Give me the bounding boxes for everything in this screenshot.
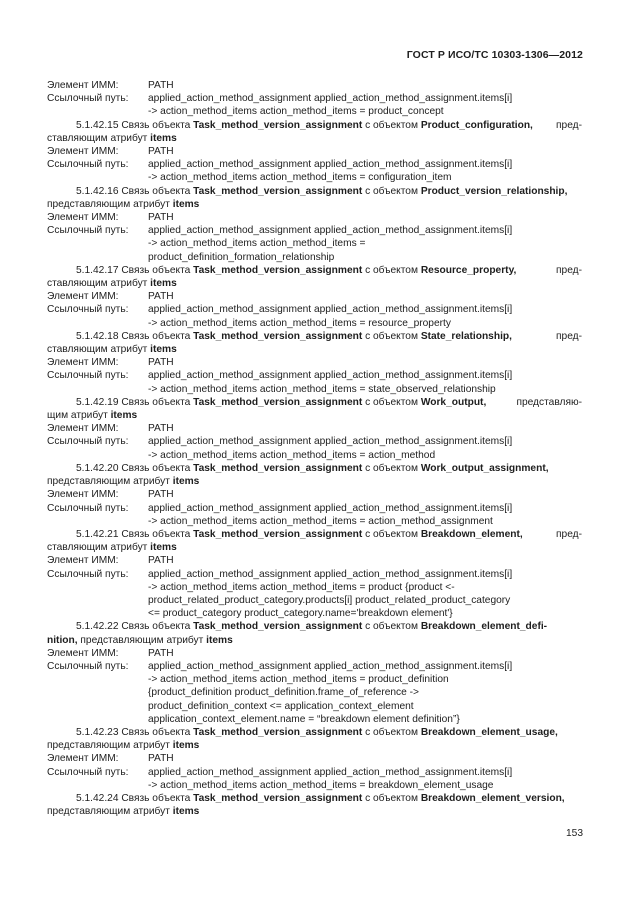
- element-label: Элемент ИММ:: [47, 647, 119, 659]
- clause-heading-main: [76, 396, 486, 409]
- clause-heading-line: [47, 726, 582, 739]
- clause-heading-continuation: [47, 805, 582, 818]
- path-continuation: [47, 105, 582, 118]
- clause-number: 5.1.42.17 Связь объекта: [76, 264, 194, 276]
- element-row: [47, 290, 582, 303]
- indent: [47, 581, 148, 594]
- clause-heading-main: [76, 528, 523, 541]
- path-text: product_definition_context <= application_context_element: [148, 700, 414, 712]
- clause-heading-main: [76, 620, 547, 633]
- clause-section: [47, 119, 582, 185]
- path-label: Ссылочный путь:: [47, 502, 129, 514]
- element-row: [47, 145, 582, 158]
- path-continuation: [47, 607, 582, 620]
- attribute-phrase: ставляющим атрибут: [47, 278, 151, 290]
- element-label: Элемент ИММ:: [47, 291, 119, 303]
- indent: [47, 237, 148, 250]
- entity-name: Task_method_version_assignment: [193, 462, 363, 474]
- attribute-name: items: [206, 634, 233, 646]
- indent: [47, 171, 148, 184]
- element-value: PATH: [148, 647, 174, 659]
- target-entity-name: State_relationship,: [420, 330, 512, 342]
- clause-heading-continuation: [47, 132, 582, 145]
- page-number: 153: [566, 828, 583, 839]
- path-text: -> action_method_items action_method_items = configuration_item: [148, 172, 452, 184]
- attribute-phrase: представляющим атрибут: [77, 634, 207, 646]
- path-text: applied_action_method_assignment applied_action_method_assignment.items[i]: [148, 436, 513, 448]
- clause-number: 5.1.42.21 Связь объекта: [76, 528, 194, 540]
- path-text: applied_action_method_assignment applied_action_method_assignment.items[i]: [148, 93, 513, 105]
- attribute-name: items: [150, 542, 177, 554]
- clause-heading-continuation: [47, 343, 582, 356]
- element-value: PATH: [148, 423, 174, 435]
- clause-number: 5.1.42.24 Связь объекта: [76, 792, 194, 804]
- element-label: Элемент ИММ:: [47, 357, 119, 369]
- path-text: product_related_product_category.products[i] product_related_product_category: [148, 594, 511, 606]
- path-continuation: [47, 237, 582, 250]
- entity-name: Task_method_version_assignment: [193, 726, 363, 738]
- path-text: -> action_method_items action_method_items = product {product <-: [148, 581, 455, 593]
- clause-heading-line: [47, 396, 582, 409]
- clause-number: 5.1.42.22 Связь объекта: [76, 621, 194, 633]
- indent: [47, 713, 148, 726]
- clause-section: [47, 792, 582, 818]
- attribute-name: items: [172, 740, 200, 752]
- path-label: Ссылочный путь:: [47, 660, 129, 672]
- standard-header: ГОСТ Р ИСО/ТС 10303-1306—2012: [406, 49, 583, 61]
- path-text: application_context_element.name = “breakdown element definition”}: [148, 713, 460, 725]
- path-label: Ссылочный путь:: [47, 93, 129, 105]
- attribute-phrase: щим атрибут: [47, 410, 111, 422]
- path-continuation: [47, 515, 582, 528]
- clause-heading-continuation: [47, 409, 582, 422]
- target-entity-name: Breakdown_element_version,: [420, 792, 565, 804]
- clause-number: 5.1.42.15 Связь объекта: [76, 119, 194, 131]
- entity-name: Task_method_version_assignment: [193, 185, 363, 197]
- attribute-phrase: представляющим атрибут: [47, 806, 173, 818]
- element-label: Элемент ИММ:: [47, 489, 119, 501]
- element-row: [47, 488, 582, 501]
- element-label: Элемент ИММ:: [47, 753, 119, 765]
- path-label: Ссылочный путь:: [47, 370, 129, 382]
- target-entity-name: Product_version_relationship,: [420, 185, 568, 197]
- attribute-name: items: [150, 278, 177, 290]
- clause-heading-tail: пред-: [556, 119, 582, 131]
- target-entity-name: Product_configuration,: [420, 119, 533, 131]
- path-text: applied_action_method_assignment applied_action_method_assignment.items[i]: [148, 304, 513, 316]
- clause-heading-main: [76, 119, 533, 132]
- clause-connector: с объектом: [362, 119, 421, 131]
- target-entity-name: Breakdown_element_usage,: [420, 726, 558, 738]
- attribute-phrase: представляющим атрибут: [47, 476, 173, 488]
- path-text: applied_action_method_assignment applied_action_method_assignment.items[i]: [148, 502, 513, 514]
- clause-heading-main: [76, 185, 567, 198]
- target-entity-name: Work_output_assignment,: [420, 462, 549, 474]
- indent: [47, 251, 148, 264]
- clause-heading-main: [76, 330, 512, 343]
- clause-heading-main: [76, 264, 516, 277]
- path-text: applied_action_method_assignment applied_action_method_assignment.items[i]: [148, 766, 513, 778]
- attribute-name: items: [172, 198, 200, 210]
- indent: [47, 317, 148, 330]
- path-continuation: [47, 779, 582, 792]
- indent: [47, 594, 148, 607]
- indent: [47, 686, 148, 699]
- attribute-name: items: [110, 410, 138, 422]
- clause-section: [47, 79, 582, 119]
- clause-heading-continuation: [47, 277, 582, 290]
- entity-name: Task_method_version_assignment: [193, 528, 363, 540]
- element-label: Элемент ИММ:: [47, 555, 119, 567]
- path-text: <= product_category product_category.name='breakdown element'}: [148, 608, 453, 620]
- clause-connector: с объектом: [362, 185, 421, 197]
- clause-number: 5.1.42.20 Связь объекта: [76, 462, 194, 474]
- clause-connector: с объектом: [362, 528, 421, 540]
- clause-heading-main: [76, 792, 565, 805]
- element-label: Элемент ИММ:: [47, 146, 119, 158]
- attribute-name: items: [172, 806, 200, 818]
- path-continuation: [47, 594, 582, 607]
- indent: [47, 607, 148, 620]
- clause-heading-line: [47, 528, 582, 541]
- entity-name: Task_method_version_assignment: [193, 792, 363, 804]
- path-continuation: [47, 686, 582, 699]
- path-row: [47, 158, 582, 171]
- element-value: PATH: [148, 555, 174, 567]
- path-text: {product_definition product_definition.frame_of_reference ->: [148, 687, 419, 699]
- target-entity-name: Breakdown_element_defi-: [420, 621, 548, 633]
- element-value: PATH: [148, 753, 174, 765]
- clause-connector: с объектом: [362, 396, 421, 408]
- path-continuation: [47, 673, 582, 686]
- path-label: Ссылочный путь:: [47, 304, 129, 316]
- element-value: PATH: [148, 489, 174, 501]
- target-entity-name: Work_output,: [420, 396, 487, 408]
- path-continuation: [47, 317, 582, 330]
- path-continuation: [47, 383, 582, 396]
- clause-heading-line: [47, 620, 582, 633]
- clause-section: [47, 620, 582, 726]
- element-value: PATH: [148, 291, 174, 303]
- path-label: Ссылочный путь:: [47, 159, 129, 171]
- clause-heading-continuation: [47, 739, 582, 752]
- indent: [47, 449, 148, 462]
- path-text: -> action_method_items action_method_items = product_definition: [148, 674, 449, 686]
- path-row: [47, 660, 582, 673]
- element-row: [47, 647, 582, 660]
- path-continuation: [47, 251, 582, 264]
- indent: [47, 779, 148, 792]
- attribute-phrase: представляющим атрибут: [47, 198, 173, 210]
- clause-section: [47, 726, 582, 792]
- attribute-name: items: [150, 344, 177, 356]
- clause-heading-line: [47, 119, 582, 132]
- element-row: [47, 356, 582, 369]
- clause-connector: с объектом: [362, 330, 421, 342]
- attribute-phrase: ставляющим атрибут: [47, 344, 151, 356]
- path-text: -> action_method_items action_method_items = breakdown_element_usage: [148, 779, 494, 791]
- element-value: PATH: [148, 146, 174, 158]
- attribute-phrase: ставляющим атрибут: [47, 132, 151, 144]
- indent: [47, 700, 148, 713]
- clause-section: [47, 330, 582, 396]
- indent: [47, 515, 148, 528]
- clause-section: [47, 462, 582, 528]
- element-label: Элемент ИММ:: [47, 212, 119, 224]
- clause-heading-main: [76, 462, 549, 475]
- path-text: -> action_method_items action_method_items = product_concept: [148, 106, 444, 118]
- clause-heading-continuation: [47, 541, 582, 554]
- path-text: -> action_method_items action_method_items = action_method: [148, 449, 436, 461]
- indent: [47, 105, 148, 118]
- clause-heading-continuation: [47, 198, 582, 211]
- path-row: [47, 224, 582, 237]
- clause-heading-tail: пред-: [556, 264, 582, 276]
- path-continuation: [47, 713, 582, 726]
- document-body: [47, 79, 582, 818]
- indent: [47, 673, 148, 686]
- clause-section: [47, 528, 582, 620]
- indent: [47, 383, 148, 396]
- element-row: [47, 422, 582, 435]
- entity-name: Task_method_version_assignment: [193, 396, 363, 408]
- clause-connector: с объектом: [362, 792, 421, 804]
- path-label: Ссылочный путь:: [47, 225, 129, 237]
- path-label: Ссылочный путь:: [47, 436, 129, 448]
- path-continuation: [47, 581, 582, 594]
- path-continuation: [47, 700, 582, 713]
- clause-connector: с объектом: [362, 726, 421, 738]
- clause-section: [47, 185, 582, 264]
- path-text: applied_action_method_assignment applied_action_method_assignment.items[i]: [148, 159, 513, 171]
- element-label: Элемент ИММ:: [47, 423, 119, 435]
- clause-section: [47, 396, 582, 462]
- path-row: [47, 435, 582, 448]
- entity-name: Task_method_version_assignment: [193, 119, 363, 131]
- entity-name: Task_method_version_assignment: [193, 621, 363, 633]
- path-row: [47, 369, 582, 382]
- clause-number: 5.1.42.18 Связь объекта: [76, 330, 194, 342]
- attribute-phrase: ставляющим атрибут: [47, 542, 151, 554]
- attribute-name: items: [172, 476, 200, 488]
- path-text: product_definition_formation_relationship: [148, 251, 335, 263]
- clause-section: [47, 264, 582, 330]
- path-continuation: [47, 171, 582, 184]
- path-text: applied_action_method_assignment applied_action_method_assignment.items[i]: [148, 370, 513, 382]
- clause-heading-tail: пред-: [556, 528, 582, 540]
- element-row: [47, 79, 582, 92]
- entity-name: Task_method_version_assignment: [193, 264, 363, 276]
- path-row: [47, 568, 582, 581]
- clause-heading-tail: представляю-: [516, 396, 582, 408]
- path-text: applied_action_method_assignment applied_action_method_assignment.items[i]: [148, 568, 513, 580]
- target-entity-name: Resource_property,: [420, 264, 517, 276]
- clause-heading-line: [47, 330, 582, 343]
- path-text: -> action_method_items action_method_items = action_method_assignment: [148, 515, 493, 527]
- clause-connector: с объектом: [362, 621, 421, 633]
- clause-connector: с объектом: [362, 462, 421, 474]
- element-value: PATH: [148, 357, 174, 369]
- clause-heading-line: [47, 462, 582, 475]
- attribute-phrase: представляющим атрибут: [47, 740, 173, 752]
- path-text: applied_action_method_assignment applied_action_method_assignment.items[i]: [148, 660, 513, 672]
- clause-connector: с объектом: [362, 264, 421, 276]
- path-row: [47, 92, 582, 105]
- element-row: [47, 211, 582, 224]
- clause-heading-line: [47, 792, 582, 805]
- path-text: -> action_method_items action_method_items = resource_property: [148, 317, 451, 329]
- element-value: PATH: [148, 80, 174, 91]
- target-entity-continuation: nition,: [47, 634, 78, 646]
- target-entity-name: Breakdown_element,: [420, 528, 523, 540]
- attribute-name: items: [150, 132, 177, 144]
- element-row: [47, 554, 582, 567]
- clause-heading-line: [47, 264, 582, 277]
- path-row: [47, 766, 582, 779]
- path-label: Ссылочный путь:: [47, 568, 129, 580]
- element-row: [47, 752, 582, 765]
- element-value: PATH: [148, 212, 174, 224]
- clause-number: 5.1.42.23 Связь объекта: [76, 726, 194, 738]
- element-label: Элемент ИММ:: [47, 80, 119, 91]
- clause-number: 5.1.42.16 Связь объекта: [76, 185, 194, 197]
- entity-name: Task_method_version_assignment: [193, 330, 363, 342]
- clause-heading-tail: пред-: [556, 330, 582, 342]
- clause-number: 5.1.42.19 Связь объекта: [76, 396, 194, 408]
- path-row: [47, 502, 582, 515]
- clause-heading-line: [47, 185, 582, 198]
- path-continuation: [47, 449, 582, 462]
- path-text: -> action_method_items action_method_items = state_observed_relationship: [148, 383, 496, 395]
- path-row: [47, 303, 582, 316]
- clause-heading-main: [76, 726, 558, 739]
- clause-heading-continuation: [47, 475, 582, 488]
- path-text: applied_action_method_assignment applied_action_method_assignment.items[i]: [148, 225, 513, 237]
- path-text: -> action_method_items action_method_items =: [148, 238, 366, 250]
- path-label: Ссылочный путь:: [47, 766, 129, 778]
- clause-heading-continuation: [47, 634, 582, 647]
